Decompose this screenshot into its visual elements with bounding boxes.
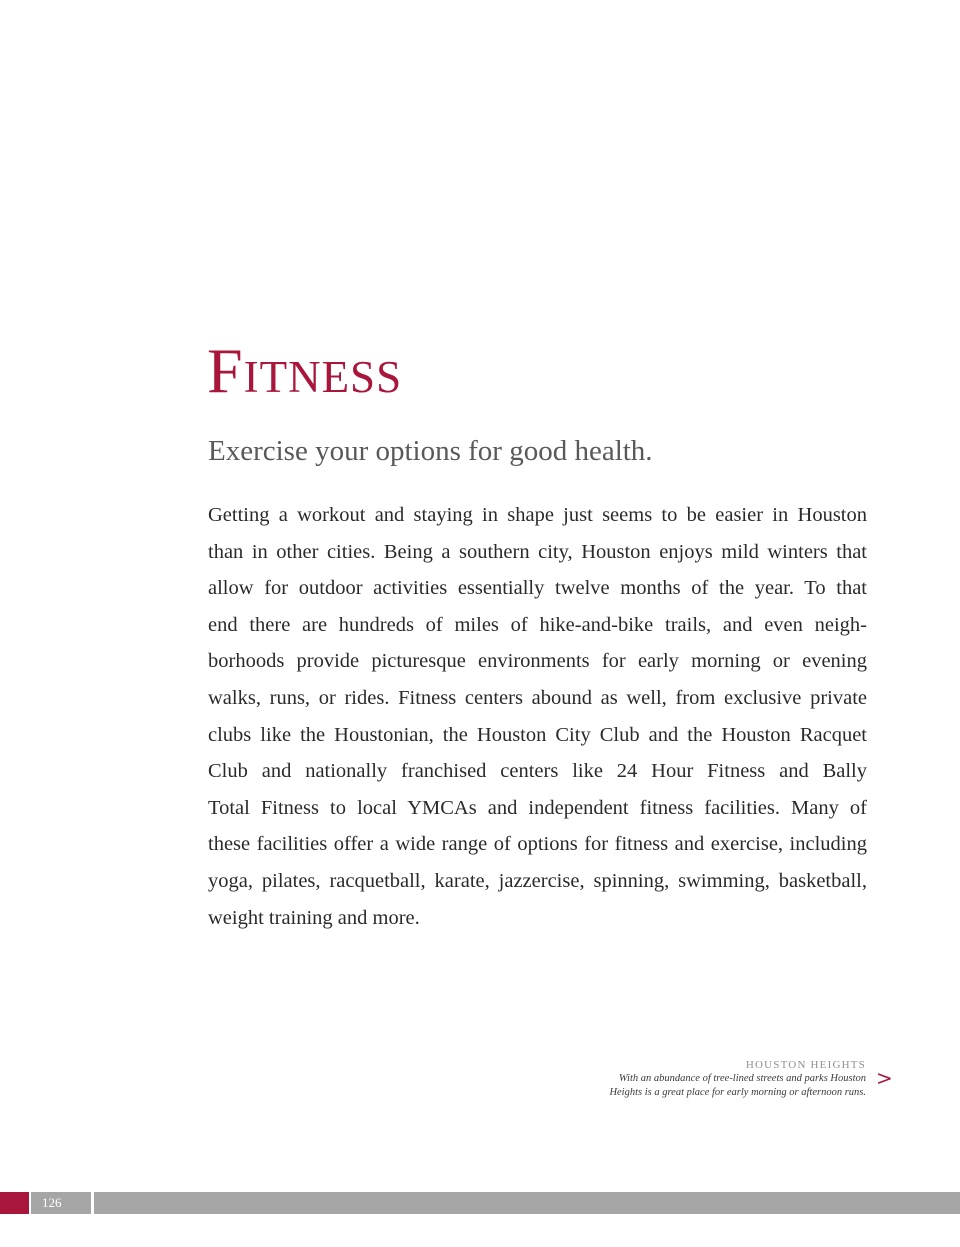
- body-line: these facilities offer a wide range of options for fitness and exercise, including: [208, 833, 867, 856]
- footer-accent-block: [0, 1192, 29, 1214]
- body-line: end there are hundreds of miles of hike-and-bike trails, and even neigh-: [208, 613, 867, 636]
- body-line: allow for outdoor activities essentially twelve months of the year. To that: [208, 577, 867, 600]
- page-number: 126: [31, 1192, 91, 1214]
- page-title: Fitness: [207, 335, 403, 406]
- body-line: Club and nationally franchised centers like 24 Hour Fitness and Bally: [208, 760, 867, 783]
- body-line: yoga, pilates, racquetball, karate, jazzercise, spinning, swimming, basketball,: [208, 869, 867, 892]
- page-subtitle: Exercise your options for good health.: [208, 435, 653, 467]
- body-line: Total Fitness to local YMCAs and independent fitness facilities. Many of: [208, 796, 867, 819]
- footer-bar: [0, 1192, 960, 1214]
- body-line: borhoods provide picturesque environments for early morning or evening: [208, 650, 867, 673]
- body-paragraph: [208, 497, 867, 936]
- chevron-right-icon: >: [876, 1066, 893, 1090]
- caption-title: HOUSTON HEIGHTS: [745, 1059, 866, 1071]
- body-line: walks, runs, or rides. Fitness centers abound as well, from exclusive private: [208, 686, 867, 709]
- footer-rule: [94, 1192, 960, 1214]
- body-line: weight training and more.: [208, 906, 420, 929]
- body-line: than in other cities. Being a southern city, Houston enjoys mild winters that: [208, 540, 867, 563]
- caption-line: With an abundance of tree-lined streets and parks Houston: [618, 1073, 866, 1084]
- photo-caption: [546, 1058, 866, 1100]
- body-line: Getting a workout and staying in shape just seems to be easier in Houston: [208, 504, 867, 526]
- caption-line: Heights is a great place for early morning or afternoon runs.: [609, 1087, 866, 1098]
- body-line: clubs like the Houstonian, the Houston City Club and the Houston Racquet: [208, 723, 867, 746]
